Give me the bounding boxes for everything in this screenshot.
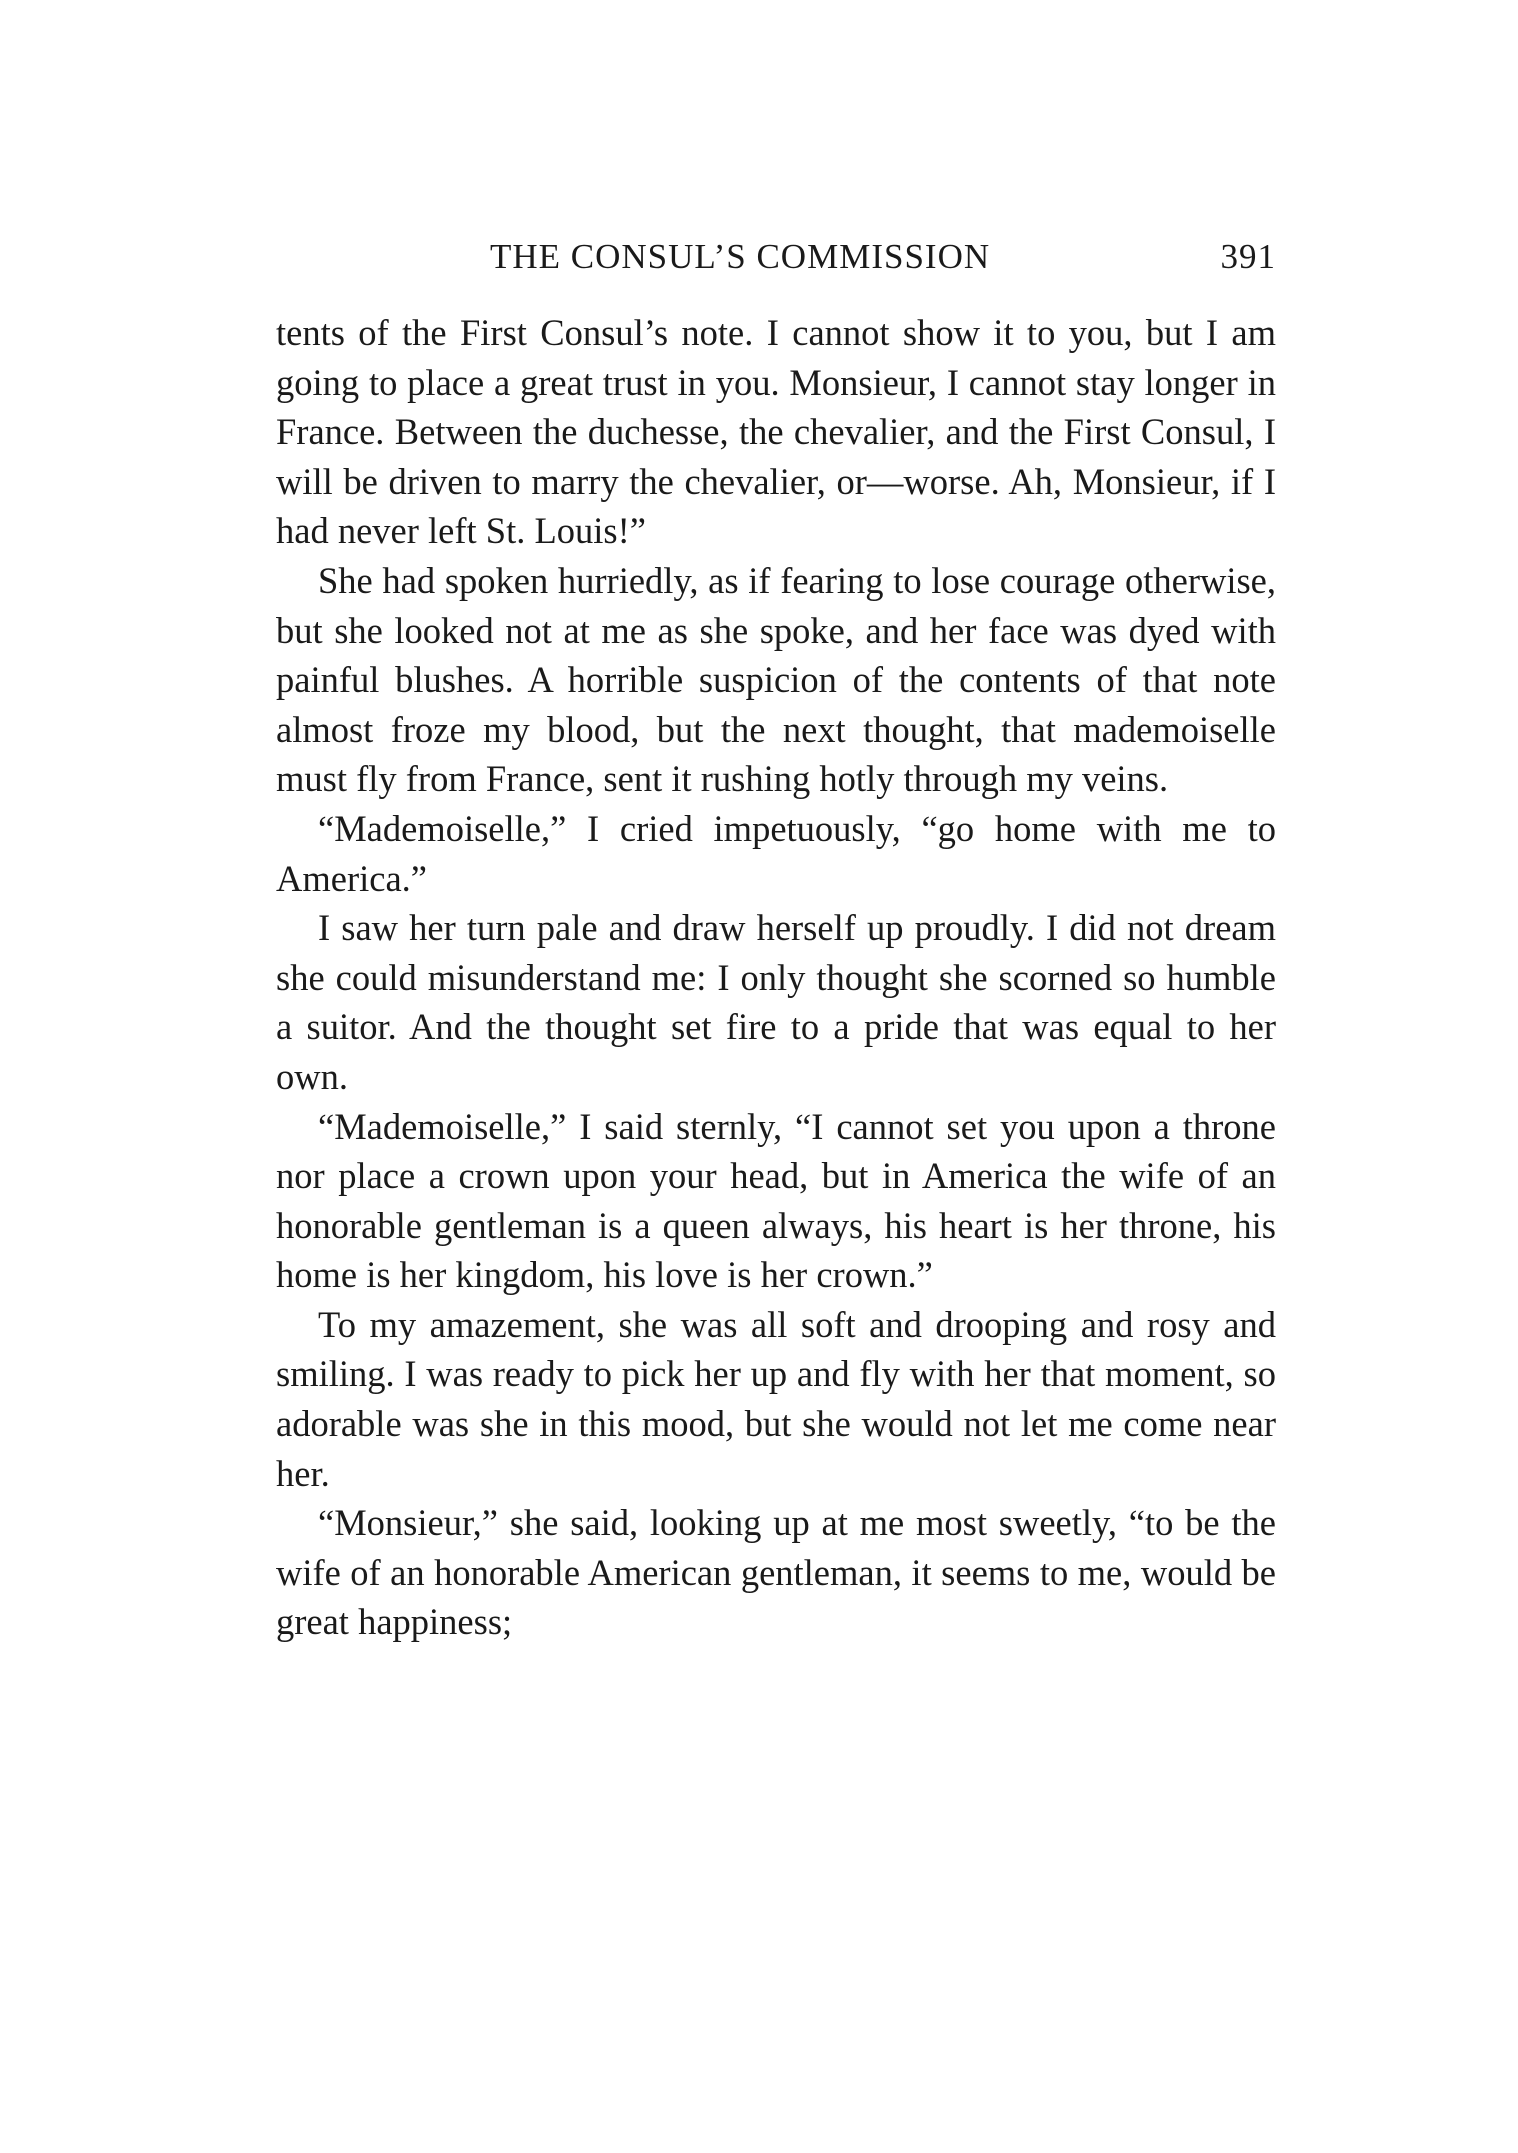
running-head — [276, 232, 1276, 282]
paragraph: I saw her turn pale and draw herself up proudly. I did not dream she could misunderstand me: I only thought she scorned so humble a suitor. And the thought set fire to a pride that was equal to her own. — [276, 907, 1276, 1097]
paragraph: She had spoken hurriedly, as if fearing to lose courage otherwise, but she looked not at me as she spoke, and her face was dyed with painful blushes. A horrible suspicion of the contents of that note almost froze my blood, but the next thought, that mademoiselle must fly from France, sent it rushing hotly through my veins. — [276, 559, 1276, 800]
paragraph: “Monsieur,” she said, looking up at me most sweetly, “to be the wife of an honorable American gentleman, it seems to me, would be great happiness; — [276, 1502, 1276, 1643]
page-number: 391 — [1220, 237, 1276, 276]
paragraph: To my amazement, she was all soft and drooping and rosy and smiling. I was ready to pick her up and fly with her that moment, so adorable was she in this mood, but she would not let me come near her. — [276, 1303, 1276, 1494]
body-text — [276, 308, 1276, 1647]
paragraph: “Mademoiselle,” I cried impetuously, “go home with me to America.” — [276, 807, 1276, 899]
running-title: THE CONSUL’S COMMISSION — [490, 237, 991, 276]
paragraph: “Mademoiselle,” I said sternly, “I cannot set you upon a throne nor place a crown upon your head, but in America the wife of an honorable gentleman is a queen always, his heart is her throne, his home is her kingdom, his love is her crown.” — [276, 1105, 1276, 1296]
paragraph: tents of the First Consul’s note. I cannot show it to you, but I am going to place a great trust in you. Monsieur, I cannot stay longer in France. Between the duchesse, the chevalier, and the First Consul, I will be driven to marry the chevalier, or—worse. Ah, Monsieur, if I had never left St. Louis!” — [276, 312, 1276, 552]
